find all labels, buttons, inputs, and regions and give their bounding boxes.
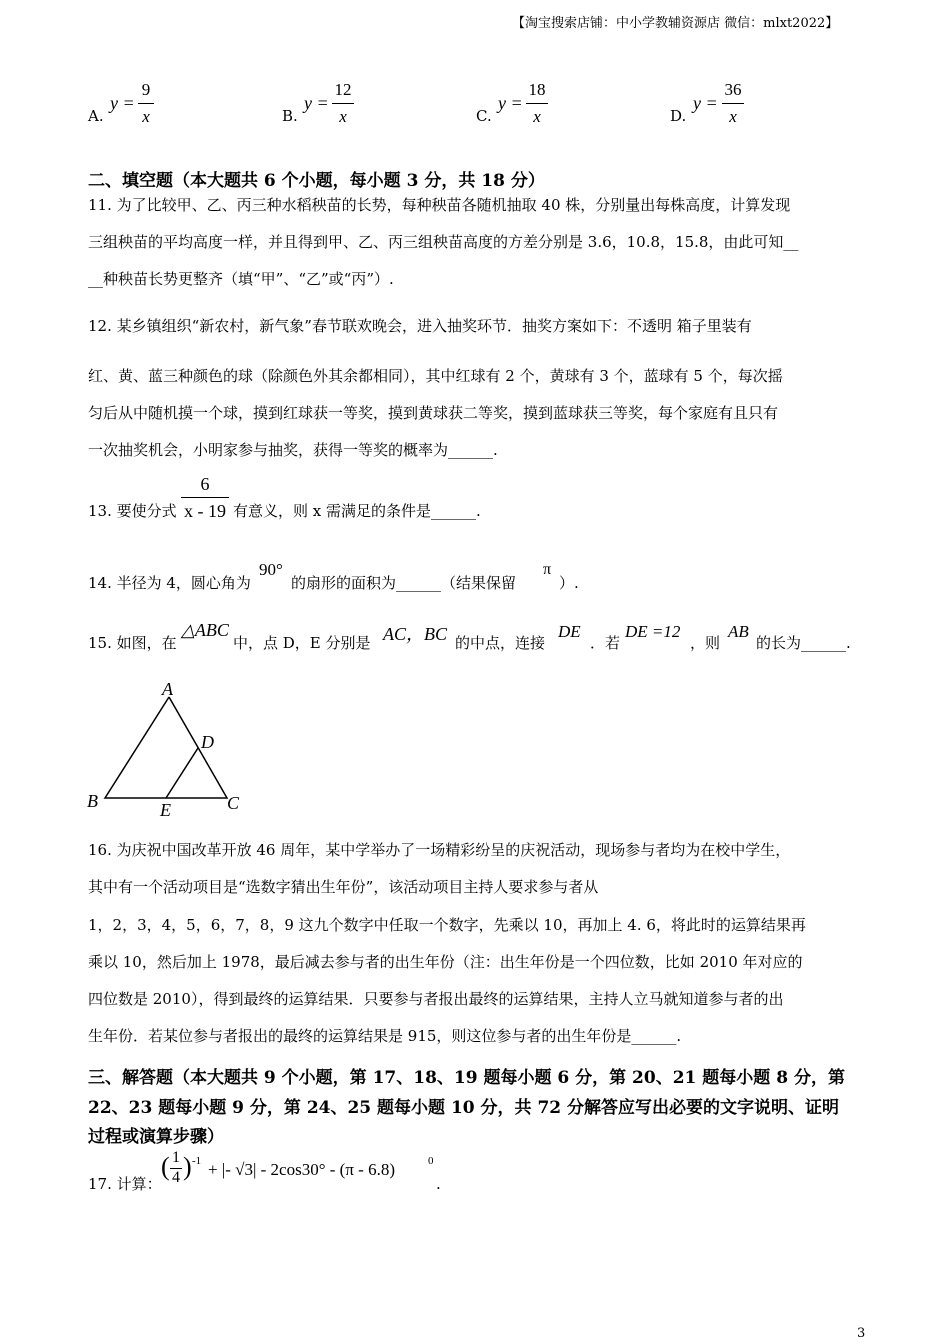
option-letter: B. (282, 107, 298, 125)
triangle-figure (80, 675, 250, 825)
expression-body: + |- √3| - 2cos30° - (π - 6.8) (208, 1160, 395, 1179)
question-line: 1，2，3，4，5，6，7，8，9 这九个数字中任取一个数字，先乘以 10，再加上 4. 6，将此时的运算结果再 (88, 916, 806, 934)
question-text: 的中点，连接 (455, 634, 546, 652)
fraction-numerator: 1 (172, 1149, 180, 1166)
question-text: 的长为______. (756, 634, 851, 652)
fraction-denominator: x (533, 107, 541, 126)
question-text: ，则 (690, 634, 721, 652)
segment-ab: AB (728, 622, 749, 641)
question-line: 匀后从中随机摸一个球，摸到红球获一等奖，摸到黄球获二等奖，摸到蓝球获三等奖，每个家庭有且只有 (88, 404, 779, 422)
equation: DE =12 (625, 622, 681, 641)
exponent-zero: 0 (428, 1155, 434, 1167)
fraction-numerator: 6 (200, 474, 210, 494)
question-line: 12. 某乡镇组织“新农村，新气象”春节联欢晚会，进入抽奖环节．抽奖方案如下：不透明 箱子里装有 (88, 317, 752, 335)
section-line: 过程或演算步骤） (88, 1127, 224, 1147)
section-line: 三、解答题（本大题共 9 个小题，第 17、18、19 题每小题 6 分，第 20、21 题每小题 8 分，第 (88, 1068, 845, 1088)
close-paren: ) (183, 1152, 192, 1181)
question-line: 一次抽奖机会，小明家参与抽奖，获得一等奖的概率为______. (88, 441, 498, 459)
fraction-denominator: x (729, 107, 737, 126)
question-suffix: . (436, 1175, 441, 1193)
label-b: B (87, 791, 98, 811)
fraction-numerator: 36 (724, 80, 742, 99)
angle-value: 90° (259, 560, 283, 579)
question-prefix: 13. 要使分式 (88, 502, 177, 520)
option-lhs: y = (304, 93, 329, 113)
fraction-denominator: x (142, 107, 150, 126)
option-lhs: y = (498, 93, 523, 113)
question-line: __种秧苗长势更整齐（填“甲”、“乙”或“丙”）. (88, 270, 394, 288)
section-line: 22、23 题每小题 9 分，第 24、25 题每小题 10 分，共 72 分解答应写出必要的文字说明、证明 (88, 1098, 840, 1118)
question-suffix: ）. (559, 574, 579, 592)
option-lhs: y = (110, 93, 135, 113)
question-line: 乘以 10，然后加上 1978，最后减去参与者的出生年份（注：出生年份是一个四位数，比如 2010 年对应的 (88, 953, 803, 971)
sides-name: AC，BC (383, 624, 448, 644)
open-paren: ( (161, 1152, 170, 1181)
label-a: A (162, 679, 173, 699)
question-prefix: 17. 计算： (88, 1175, 162, 1193)
fraction-bar (332, 103, 354, 104)
question-mid: 的扇形的面积为______（结果保留 (291, 574, 517, 592)
fraction-denominator: x - 19 (184, 501, 226, 521)
question-text: 15. 如图，在 (88, 634, 177, 652)
question-line: 16. 为庆祝中国改革开放 46 周年，某中学举办了一场精彩纷呈的庆祝活动，现场参与者均为在校中学生， (88, 841, 791, 859)
fraction-bar (138, 103, 154, 104)
question-line: 四位数是 2010），得到最终的运算结果．只要参与者报出最终的运算结果，主持人立马就知道参与者的出 (88, 990, 784, 1008)
exponent: -1 (192, 1155, 202, 1167)
question-text: ．若 (590, 634, 621, 652)
question-text: 中，点 D，E 分别是 (233, 634, 371, 652)
fraction-bar (526, 103, 548, 104)
pi-symbol: π (543, 561, 552, 578)
option-letter: C. (476, 107, 492, 125)
fraction-bar (181, 497, 229, 498)
triangle-name: △ABC (181, 620, 229, 640)
segment-de (166, 748, 198, 798)
option-letter: D. (670, 107, 687, 125)
question-line: 其中有一个活动项目是“选数字猜出生年份”，该活动项目主持人要求参与者从 (88, 878, 599, 896)
fraction-denominator: x (339, 107, 347, 126)
header-note: 【淘宝搜索店铺：中小学教辅资源店 微信：mlxt2022】 (512, 16, 839, 31)
page-number: 3 (857, 1326, 866, 1341)
segment-name: DE (558, 622, 581, 641)
fraction-numerator: 12 (334, 80, 352, 99)
option-letter: A. (88, 107, 104, 125)
question-line: 11. 为了比较甲、乙、丙三种水稻秧苗的长势，每种秧苗各随机抽取 40 株，分别量出每株高度，计算发现 (88, 196, 791, 214)
question-line: 生年份．若某位参与者报出的最终的运算结果是 915，则这位参与者的出生年份是______. (88, 1027, 682, 1045)
fraction-denominator: 4 (172, 1169, 180, 1186)
question-line: 红、黄、蓝三种颜色的球（除颜色外其余都相同），其中红球有 2 个，黄球有 3 个，蓝球有 5 个，每次摇 (88, 367, 783, 385)
label-c: C (227, 793, 240, 813)
label-d: D (201, 732, 214, 752)
question-line: 三组秧苗的平均高度一样，并且得到甲、乙、丙三组秧苗高度的方差分别是 3.6，10.8，15.8，由此可知__ (88, 233, 799, 251)
fraction-numerator: 9 (141, 80, 151, 99)
section-title: 二、填空题（本大题共 6 个小题，每小题 3 分，共 18 分） (88, 171, 545, 191)
fraction-numerator: 18 (528, 80, 546, 99)
option-lhs: y = (693, 93, 718, 113)
label-e: E (160, 800, 171, 820)
question-prefix: 14. 半径为 4，圆心角为 (88, 574, 251, 592)
question-suffix: 有意义，则 x 需满足的条件是______. (233, 502, 481, 520)
fraction-bar (722, 103, 744, 104)
